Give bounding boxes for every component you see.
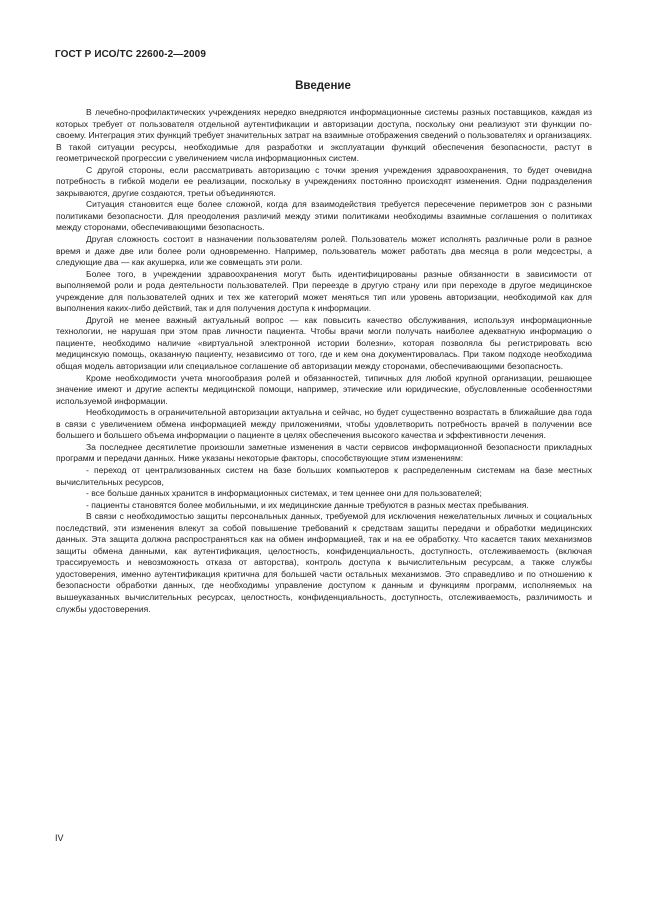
document-header: ГОСТ Р ИСО/ТС 22600-2—2009 bbox=[55, 49, 206, 60]
list-item: - переход от централизованных систем на базе больших компьютеров к распределенным системам на базе местных вычислительных ресурсов, bbox=[56, 464, 592, 487]
list-item: - все больше данных хранится в информационных системах, и тем ценнее они для пользователей; bbox=[86, 488, 482, 499]
paragraph: С другой стороны, если рассматривать авторизацию с точки зрения учреждения здравоохранения, то будет очевидна потребность в гибкой модели ее реализации, поскольку в учреждениях постоянно происходят изменения. Одни подразделения закрываются, другие создаются, третьи объединяются. bbox=[56, 164, 592, 198]
paragraph: В лечебно-профилактических учреждениях нередко внедряются информационные системы разных поставщиков, каждая из которых требует от пользователя отдельной аутентификации и авторизации доступа, поскольку они реализуют эти функции по-своему. Интеграция этих функций требует значительных затрат на взаимные отображения сведений о пользователях и организациях. В такой ситуации ресурсы, необходимые для разработки и эксплуатации функций обеспечения безопасности, растут в геометрической прогрессии с увеличением числа информационных систем. bbox=[56, 107, 592, 164]
paragraph: Другой не менее важный актуальный вопрос — как повысить качество обслуживания, используя информационные технологии, не нарушая при этом прав личности пациента. Чтобы врачи могли получать наиболее адекватную информацию о пациенте, необходимо наличие «виртуальной электронной истории болезни», которая позволяла бы регистрировать всю медицинскую помощь, оказанную пациенту, независимо от того, где и кем она документировалась. При таком подходе необходима общая модель авторизации или специальное соглашение об авторизации между сторонами, обеспечивающими безопасность. bbox=[56, 314, 592, 372]
paragraph: В связи с необходимостью защиты персональных данных, требуемой для исключения нежелательных личных и социальных последствий, эти изменения влекут за собой повышение требований к средствам защиты передачи и обработки медицинских данных. Эта защита должна распространяться как на обмен информацией, так и на ее обработку. Что касается таких механизмов защиты обмена данными, как аутентификация, целостность, конфиденциальность, доступность, отслеживаемость (включая трассируемость и невозможность отказа от авторства), контроль доступа к вычислительным ресурсам, а также службы удостоверения, именно аутентификация критична для большей части остальных механизмов. Это справедливо и по отношению к безопасности обработки данных, где необходимы управление доступом к данным и функциям программ, исполняемых на вышеуказанных вычислительных ресурсах, целостность, конфиденциальность, доступность, отслеживаемость, различимость и службы удостоверения. bbox=[56, 511, 592, 614]
paragraph: Кроме необходимости учета многообразия ролей и обязанностей, типичных для любой крупной организации, решающее значение имеют и другие аспекты медицинской помощи, например, этические или юридические, обусловленные особенностями используемой информации. bbox=[56, 372, 592, 406]
list-item: - пациенты становятся более мобильными, и их медицинские данные требуются в разных местах пребывания. bbox=[86, 499, 529, 510]
section-title: Введение bbox=[295, 80, 351, 92]
paragraph: Более того, в учреждении здравоохранения могут быть идентифицированы разные обязанности в зависимости от выполняемой роли и рода деятельности пользователей. При переезде в другую страну или при переходе в другое медицинское учреждение для пользователей одних и тех же категорий может меняться тип или уровень авторизации, необходимой как для выполнения каких-либо действий, так и для получения доступа к информации. bbox=[56, 268, 592, 314]
body-text bbox=[56, 107, 592, 615]
paragraph: Другая сложность состоит в назначении пользователям ролей. Пользователь может исполнять различные роли в разное время и даже две или более роли одновременно. Например, пользователь может работать два месяца в роли медсестры, а следующие два — как акушерка, или же совмещать эти роли. bbox=[56, 234, 592, 268]
page-number: IV bbox=[55, 833, 64, 843]
paragraph: Необходимость в ограничительной авторизации актуальна и сейчас, но будет существенно возрастать в ближайшие два года в связи с увеличением обмена информацией между приложениями, чтобы удовлетворить потребность врачей в получении все большего и большего объема информации о пациенте в целях обеспечения высокого качества и эффективности лечения. bbox=[56, 407, 592, 441]
paragraph: Ситуация становится еще более сложной, когда для взаимодействия требуется пересечение периметров зон с разными политиками безопасности. Для преодоления различий между этими политиками необходимы взаимные соглашения о политиках между сторонами, обеспечивающими безопасность. bbox=[56, 199, 592, 233]
paragraph: За последнее десятилетие произошли заметные изменения в части сервисов информационной безопасности прикладных программ и передачи данных. Ниже указаны некоторые факторы, способствующие этим изменениям: bbox=[56, 441, 592, 464]
